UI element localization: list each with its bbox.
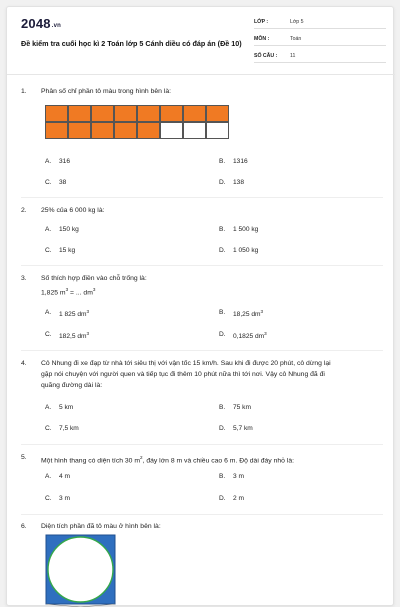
circle-in-square-figure <box>45 534 117 607</box>
document-title: Đề kiểm tra cuối học kì 2 Toán lớp 5 Cánh diều có đáp án (Đề 10) <box>21 39 242 48</box>
divider <box>21 265 383 266</box>
shaded-cell <box>160 105 183 122</box>
shaded-cell <box>45 105 68 122</box>
option-value: 1316 <box>233 158 248 165</box>
option-letter: B. <box>219 158 226 165</box>
divider <box>21 350 383 351</box>
option-letter: A. <box>45 309 52 316</box>
question-text: Phân số chỉ phần tô màu trong hình bên là: <box>41 88 171 95</box>
option-value: 1 050 kg <box>233 247 259 254</box>
meta-subject <box>254 34 386 46</box>
shaded-cell <box>68 122 91 139</box>
logo-text: 2048 <box>21 16 51 31</box>
divider <box>21 444 383 445</box>
option-letter: D. <box>219 179 226 186</box>
option-letter: D. <box>219 331 226 338</box>
option-value: 316 <box>59 158 71 165</box>
question-line: gặp nói chuyện với người quen và tiếp tục đi thêm 10 phút nữa thì tới nơi. Vậy cô Nhung đã đi <box>41 371 325 378</box>
option-text: 18,25 dm <box>233 311 261 319</box>
option-letter: C. <box>45 179 52 186</box>
option-value: 2 m <box>233 495 244 502</box>
question-line: , đáy lớn 8 m và chiều cao 6 m. Độ dài đáy nhỏ là: <box>142 457 294 465</box>
question-number: 5. <box>21 454 27 461</box>
question-number: 6. <box>21 523 27 530</box>
question-text <box>41 273 391 298</box>
meta-key: SỐ CÂU : <box>254 53 278 59</box>
divider <box>21 514 383 515</box>
shaded-cell <box>91 105 114 122</box>
option-value: 5 km <box>59 404 74 411</box>
superscript: 3 <box>65 287 69 292</box>
shaded-cell <box>45 122 68 139</box>
option-text: 182,5 dm <box>59 333 87 341</box>
option-value: 38 <box>59 179 67 186</box>
meta-question-count <box>254 51 386 63</box>
option-value: 4 m <box>59 473 70 480</box>
shaded-cell <box>137 105 160 122</box>
question-text <box>41 358 391 391</box>
option-letter: B. <box>219 404 226 411</box>
question-text: 25% của 6 000 kg là: <box>41 207 105 214</box>
option-letter: B. <box>219 309 226 316</box>
option-value: 5,7 km <box>233 425 253 432</box>
meta-key: MÔN : <box>254 36 270 42</box>
question-line: quãng đường dài là: <box>41 382 103 389</box>
shaded-cell <box>114 105 137 122</box>
option-value: 3 m <box>59 495 70 502</box>
empty-cell <box>206 122 229 139</box>
option-value <box>59 309 89 318</box>
shaded-cell <box>114 122 137 139</box>
meta-class <box>254 17 386 29</box>
meta-value: Lớp 5 <box>290 19 304 25</box>
option-letter: A. <box>45 158 52 165</box>
shaded-cell <box>91 122 114 139</box>
option-value: 3 m <box>233 473 244 480</box>
superscript: 3 <box>92 287 96 292</box>
superscript: 3 <box>86 331 90 336</box>
shaded-cell <box>68 105 91 122</box>
shaded-cell <box>206 105 229 122</box>
question-line: 1,825 m <box>41 289 66 297</box>
superscript: 3 <box>86 309 90 314</box>
fraction-grid-figure <box>45 105 229 139</box>
option-letter: A. <box>45 473 52 480</box>
question-line: Cô Nhung đi xe đạp từ nhà tới siêu thị với vận tốc 15 km/h. Sau khi đi được 20 phút, cô dừng lại <box>41 360 331 367</box>
option-value <box>233 331 267 340</box>
shaded-cell <box>183 105 206 122</box>
logo-tld: .vn <box>51 23 62 29</box>
empty-cell <box>183 122 206 139</box>
question-text <box>41 452 391 466</box>
option-value: 1 500 kg <box>233 226 259 233</box>
meta-value: Toán <box>290 36 302 42</box>
option-value <box>233 309 263 318</box>
option-letter: B. <box>219 473 226 480</box>
site-logo[interactable] <box>21 16 61 31</box>
option-value: 75 km <box>233 404 251 411</box>
option-letter: C. <box>45 247 52 254</box>
shaded-cell <box>137 122 160 139</box>
option-letter: C. <box>45 425 52 432</box>
option-letter: B. <box>219 226 226 233</box>
divider <box>21 197 383 198</box>
option-value: 15 kg <box>59 247 76 254</box>
superscript: 2 <box>140 455 143 460</box>
option-value: 138 <box>233 179 245 186</box>
question-number: 4. <box>21 360 27 367</box>
worksheet-page <box>6 6 394 606</box>
question-number: 3. <box>21 275 27 282</box>
question-line: Số thích hợp điền vào chỗ trống là: <box>41 275 147 282</box>
option-letter: A. <box>45 404 52 411</box>
superscript: 3 <box>260 309 264 314</box>
question-number: 2. <box>21 207 27 214</box>
option-value: 7,5 km <box>59 425 79 432</box>
option-text: 0,1825 dm <box>233 333 265 341</box>
option-letter: C. <box>45 331 52 338</box>
empty-cell <box>160 122 183 139</box>
option-letter: D. <box>219 425 226 432</box>
worksheet-header <box>7 7 395 75</box>
meta-value: 11 <box>290 53 296 59</box>
option-letter: C. <box>45 495 52 502</box>
option-value <box>59 331 89 340</box>
question-line: = ... dm <box>68 289 93 297</box>
inner-circle <box>48 537 113 602</box>
option-value: 150 kg <box>59 226 79 233</box>
meta-key: LỚP : <box>254 19 269 25</box>
option-letter: D. <box>219 247 226 254</box>
option-text: 1 825 dm <box>59 311 87 319</box>
question-text: Diện tích phần đã tô màu ở hình bên là: <box>41 523 161 530</box>
question-number: 1. <box>21 88 27 95</box>
option-letter: D. <box>219 495 226 502</box>
option-letter: A. <box>45 226 52 233</box>
question-line: Một hình thang có diện tích 30 m <box>41 457 140 465</box>
superscript: 3 <box>264 331 267 336</box>
